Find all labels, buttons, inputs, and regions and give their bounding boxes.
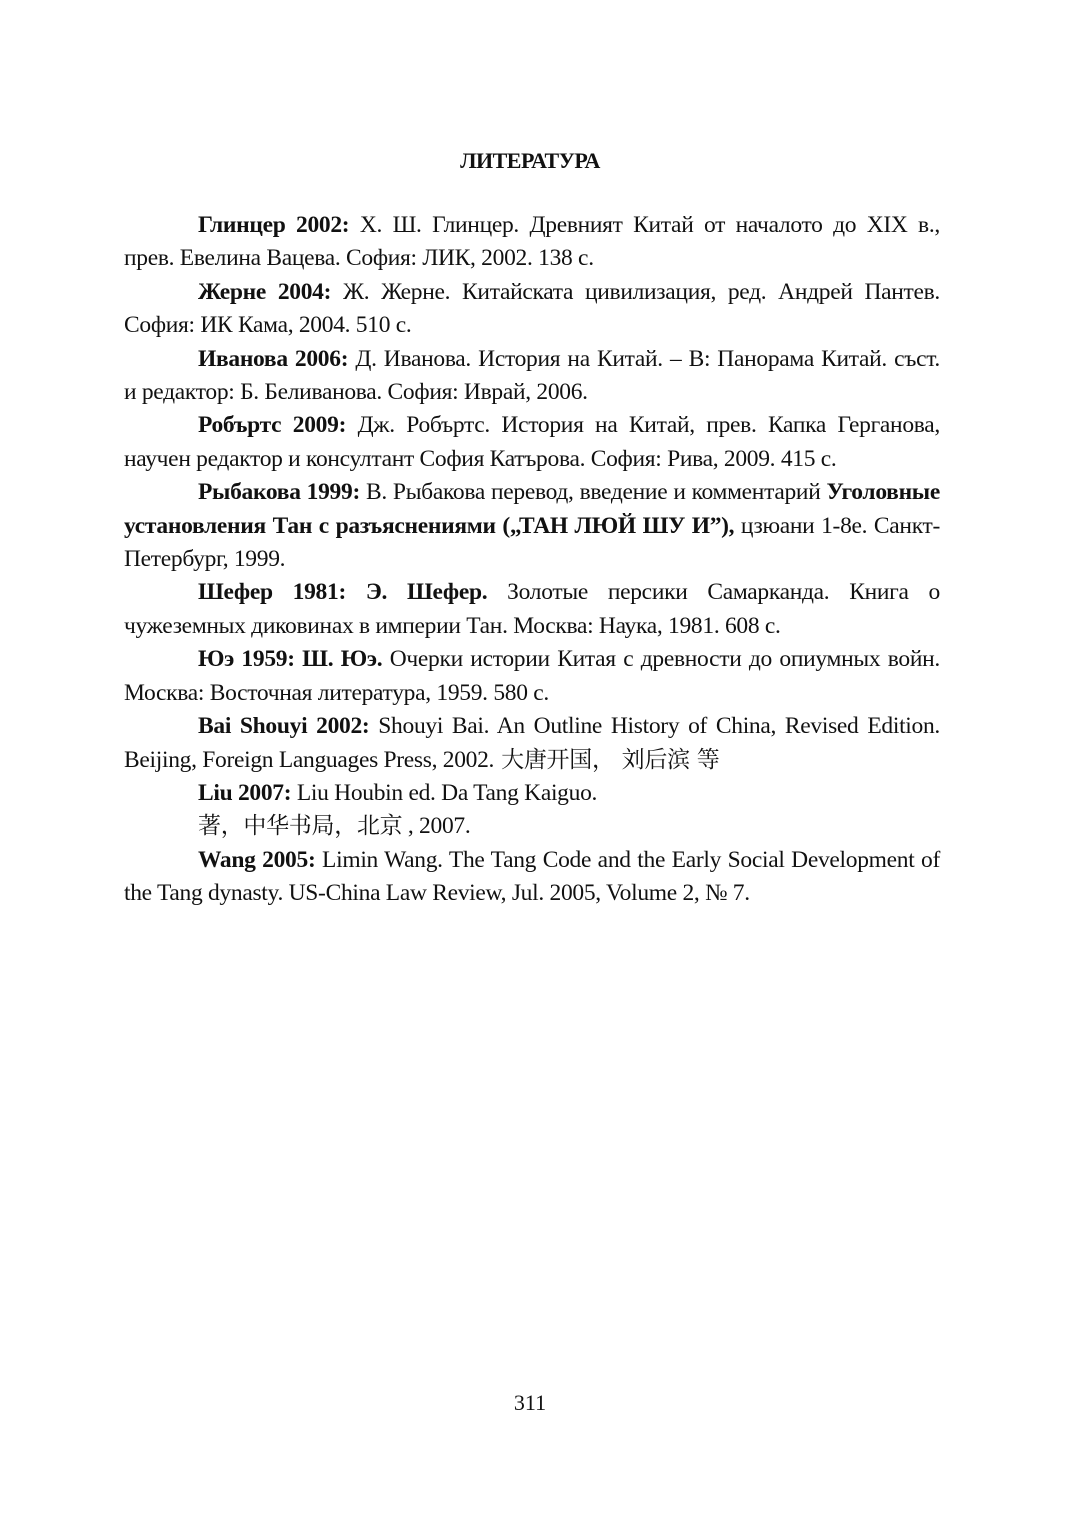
reference-key: Рыбакова 1999:: [198, 479, 360, 506]
reference-list: [124, 209, 940, 911]
reference-entry: [124, 409, 940, 476]
reference-cjk-text: 著，中华书局，北京: [198, 813, 403, 840]
reference-entry: [124, 643, 940, 710]
reference-author: Э. Шефер.: [345, 579, 488, 606]
reference-text: В. Рыбакова перевод, введение и комментарий: [359, 479, 827, 506]
reference-entry: [124, 777, 940, 844]
reference-entry: [124, 343, 940, 410]
reference-key: Жерне 2004:: [198, 278, 332, 305]
reference-entry: [124, 844, 940, 911]
reference-cjk-text: 大唐开国， 刘后滨 等: [494, 746, 720, 773]
reference-tail: цзюани 1-8е. Санкт-Петербург, 1999.: [124, 512, 940, 573]
reference-text: Золотые персики Самарканда. Книга о чужеземных диковинах в империи Тан. Москва: Наука, 1981. 608 с.: [124, 579, 940, 639]
reference-key: Шефер 1981:: [198, 579, 346, 606]
reference-text: Shouyi Bai. An Outline History of China, Revised Edition. Beijing, Foreign Languages Press, 2002.: [124, 713, 940, 773]
reference-key: Юэ 1959:: [198, 646, 295, 673]
reference-text: Limin Wang. The Tang Code and the Early Social Development of the Tang dynasty. US-China Law Review, Jul. 2005, Volume 2, № 7.: [124, 846, 940, 907]
reference-entry: [124, 576, 940, 643]
reference-tail: , 2007.: [402, 813, 471, 840]
reference-text: Дж. Робъртс. История на Китай, прев. Капка Герганова, научен редактор и консултант София Катърова. София: Рива, 2009. 415 с.: [124, 412, 940, 472]
reference-key: Liu 2007:: [198, 779, 292, 806]
section-heading: ЛИТЕРАТУРА: [460, 148, 600, 173]
reference-text: Ж. Жерне. Китайската цивилизация, ред. Андрей Пантев. София: ИК Кама, 2004. 510 с.: [124, 278, 940, 339]
reference-key: Иванова 2006:: [198, 345, 349, 372]
reference-entry: [124, 710, 940, 777]
reference-text: Liu Houbin ed. Da Tang Kaiguo.: [291, 779, 598, 806]
reference-entry: [124, 476, 940, 576]
reference-key: Робъртс 2009:: [198, 412, 347, 439]
reference-text: Очерки истории Китая с древности до опиумных войн. Москва: Восточная литература, 1959. 580 с.: [124, 646, 940, 706]
reference-text: Х. Ш. Глинцер. Древният Китай от началото до XIX в., прев. Евелина Вацева. София: ЛИК, 2002. 138 с.: [124, 212, 941, 272]
reference-key: Глинцер 2002:: [198, 212, 350, 238]
reference-key: Bai Shouyi 2002:: [198, 713, 370, 740]
reference-title: Уголовные установления Тан с разъяснениями („ТАН ЛЮЙ ШУ И”),: [124, 479, 940, 539]
reference-author: Ш. Юэ.: [294, 646, 383, 673]
reference-entry: [124, 276, 940, 343]
reference-key: Wang 2005:: [198, 846, 316, 873]
reference-text: Д. Иванова. История на Китай. – В: Панорама Китай. съст. и редактор: Б. Беливанова. София: Иврай, 2006.: [124, 345, 941, 406]
page-number: 311: [513, 1390, 547, 1415]
reference-entry: [124, 209, 940, 276]
